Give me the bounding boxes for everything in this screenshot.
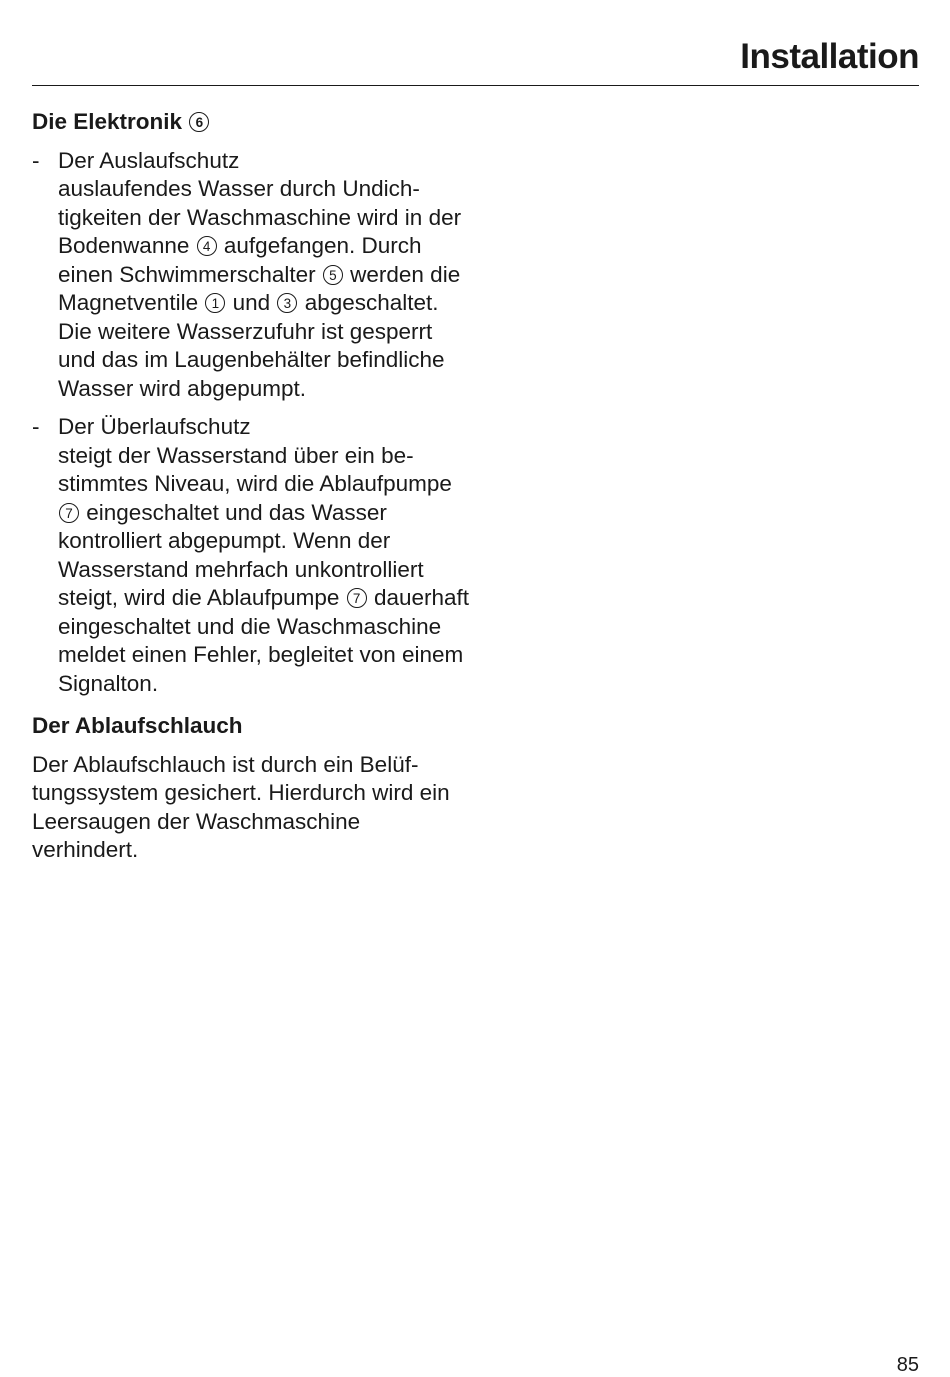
callout-number-marker: 5: [323, 265, 343, 285]
section-heading-ablaufschlauch: Der Ablaufschlauch: [32, 713, 243, 738]
list-item-text: aufgefangen. Durch einen Schwimmerschalter: [58, 233, 422, 287]
page-content: [32, 108, 472, 865]
page-title: Installation: [740, 37, 919, 76]
page-number: 85: [896, 1354, 919, 1376]
protection-list: [32, 147, 472, 699]
list-dash: -: [32, 147, 40, 173]
list-item-title: Der Auslaufschutz: [58, 147, 240, 173]
callout-number-marker: 7: [347, 588, 367, 608]
callout-number-marker: 4: [197, 236, 217, 256]
list-item-text: steigt der Wasserstand über ein bestimmtes Niveau, wird die Ablaufpumpe: [58, 442, 452, 496]
section-heading-elektronik: [32, 108, 472, 137]
list-item-auslaufschutz: [32, 147, 472, 404]
section-paragraph: Der Ablaufschlauch ist durch ein Belüftungssystem gesichert. Hierdurch wird ein Leersaugen der Waschmaschine verhindert.: [32, 751, 450, 862]
list-item-title: Der Überlaufschutz: [58, 414, 251, 439]
list-item-text: dauerhaft eingeschaltet und die Waschmaschine meldet einen Fehler, begleitet von einem Signalton.: [58, 585, 470, 696]
list-item-ueberlaufschutz: [32, 413, 472, 698]
callout-number-marker: 6: [189, 112, 209, 132]
list-item-text: auslaufendes Wasser durch Undichtigkeiten der Waschmaschine wird in der Bodenwanne: [58, 176, 462, 258]
list-item-text: und: [232, 290, 271, 315]
page-header: [32, 36, 919, 86]
callout-number-marker: 3: [277, 293, 297, 313]
list-item-text: eingeschaltet und das Wasser kontrolliert abgepumpt. Wenn der Wasserstand mehrfach unkontrolliert steigt, wird die Ablaufpumpe: [58, 499, 424, 610]
callout-number-marker: 1: [205, 293, 225, 313]
list-item-text: abgeschaltet. Die weitere Wasserzufuhr ist gesperrt und das im Laugenbehälter befindliche Wasser wird abgepumpt.: [58, 290, 445, 401]
callout-number-marker: 7: [59, 503, 79, 523]
list-dash: -: [32, 414, 40, 439]
list-item-text: werden die Magnetventile: [58, 261, 461, 315]
section-heading-text: Die Elektronik: [32, 109, 183, 134]
